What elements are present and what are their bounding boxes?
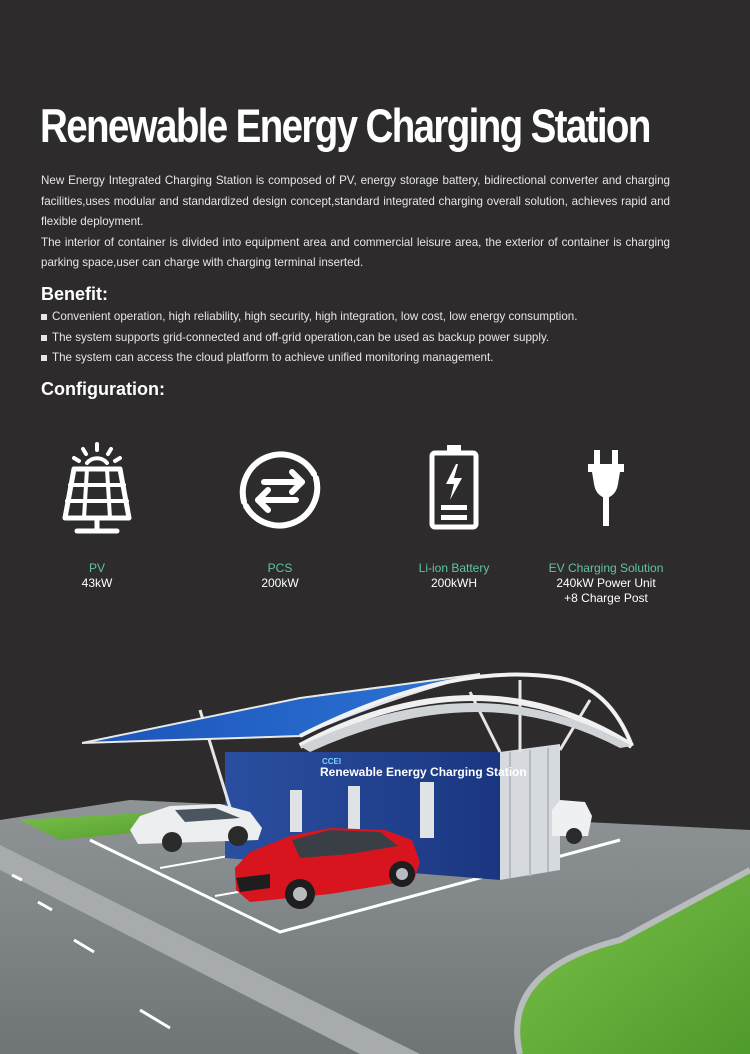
page-title: Renewable Energy Charging Station [40,99,650,152]
intro-text [41,171,670,274]
config-value-secondary: +8 Charge Post [564,591,648,605]
benefit-list [41,307,681,369]
battery-icon [404,440,504,540]
config-value: 43kW [81,576,113,590]
config-label: PV [88,561,105,575]
config-label: Li-ion Battery [418,561,490,575]
config-item-pcs [205,440,355,591]
benefit-item: The system can access the cloud platform to achieve unified monitoring management. [41,348,681,369]
solar-panel-icon [47,440,147,540]
config-value: 200kW [261,576,299,590]
config-item-pv [22,440,172,591]
charging-station-illustration [0,640,750,1054]
config-item-ev-charging [531,440,681,606]
bullet-square-icon [41,355,47,361]
bullet-square-icon [41,314,47,320]
config-item-battery [379,440,529,591]
benefit-heading: Benefit: [41,284,108,304]
converter-arrows-icon [230,440,330,540]
bullet-square-icon [41,335,47,341]
station-sign-text: Renewable Energy Charging Station [320,765,527,779]
station-logo-text: CCEI [322,757,342,766]
intro-paragraph-2: The interior of container is divided into equipment area and commercial leisure area, the exterior of container is charging parking space,user can charge with charging terminal inserted. [41,235,670,269]
plug-icon [556,440,656,540]
config-label: EV Charging Solution [548,561,664,575]
intro-paragraph-1: New Energy Integrated Charging Station is composed of PV, energy storage battery, bidirectional converter and charging facilities,uses modular and standardized design concept,standard integrated charging overall solution, achieves rapid and flexible deployment. [41,174,670,228]
config-value: 200kWH [430,576,477,590]
benefit-item: The system supports grid-connected and off-grid operation,can be used as backup power supply. [41,328,681,349]
config-value: 240kW Power Unit [556,576,656,590]
configuration-heading: Configuration: [41,379,165,399]
config-label: PCS [267,561,293,575]
benefit-item: Convenient operation, high reliability, high security, high integration, low cost, low energy consumption. [41,307,681,328]
